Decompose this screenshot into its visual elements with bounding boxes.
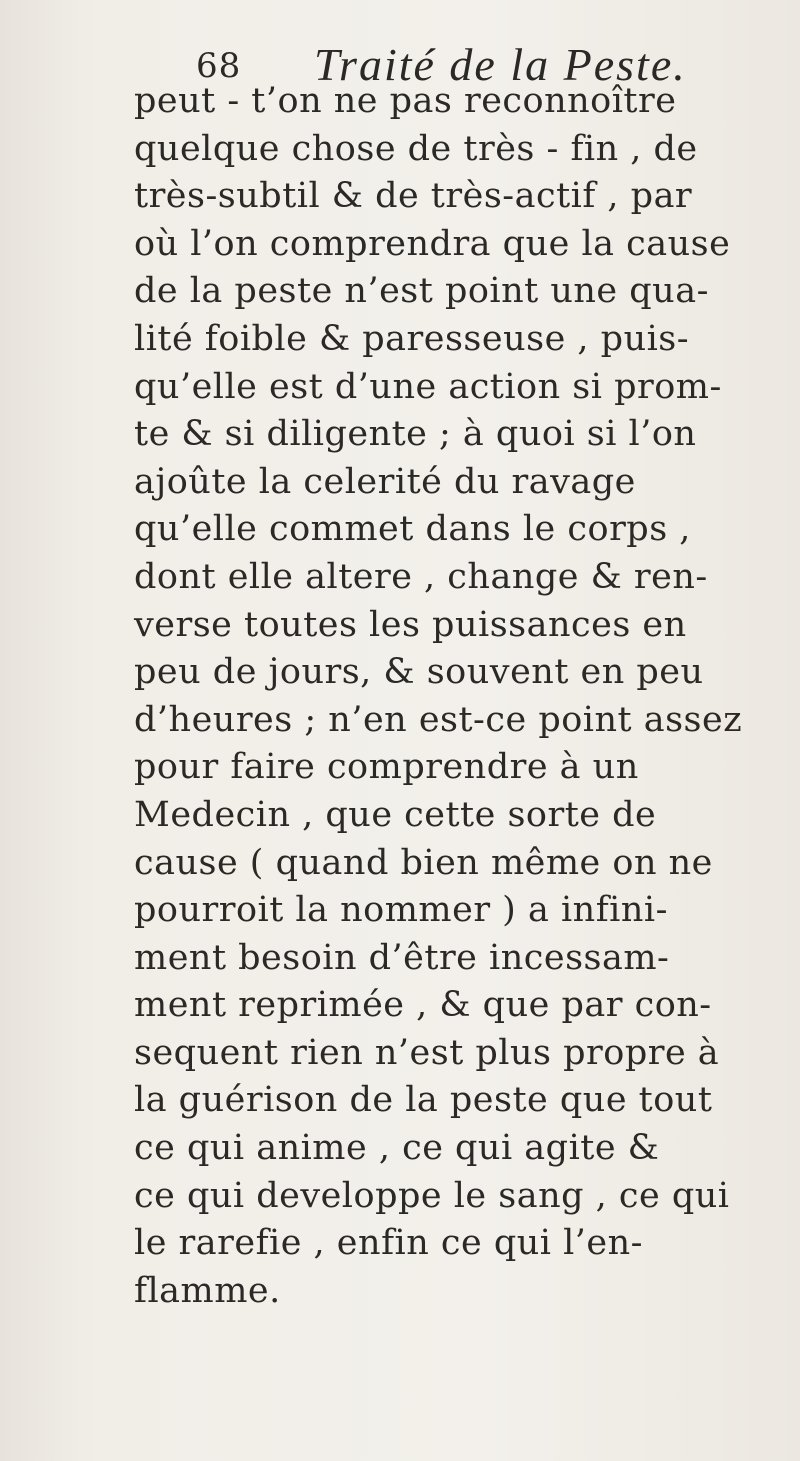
text-line: très-subtil & de très-actif , par — [134, 176, 693, 217]
text-line: la guérison de la peste que tout — [134, 1080, 713, 1121]
text-line: flamme. — [134, 1270, 281, 1311]
text-line: le rarefie , enfin ce qui l’en- — [134, 1223, 643, 1264]
text-line: cause ( quand bien même on ne — [134, 842, 713, 883]
text-line: qu’elle commet dans le corps , — [134, 509, 691, 550]
page-number: 68 — [196, 46, 242, 86]
text-line: ce qui anime , ce qui agite & — [134, 1128, 660, 1169]
text-line: pour faire comprendre à un — [134, 747, 639, 788]
text-line: qu’elle est d’une action si prom- — [134, 366, 722, 407]
text-line: où l’on comprendra que la cause — [134, 223, 731, 264]
text-line: te & si diligente ; à quoi si l’on — [134, 414, 697, 455]
text-line: d’heures ; n’en est-ce point assez — [134, 699, 743, 740]
text-line: Medecin , que cette sorte de — [134, 794, 657, 835]
running-title: Traité de la Peste. — [314, 39, 687, 90]
text-line: peu de jours, & souvent en peu — [134, 652, 704, 693]
text-line: ment reprimée , & que par con- — [134, 985, 712, 1026]
text-line: sequent rien n’est plus propre à — [134, 1032, 720, 1073]
text-line: lité foible & paresseuse , puis- — [134, 318, 690, 359]
text-line: ce qui developpe le sang , ce qui — [134, 1175, 730, 1216]
body-text — [134, 78, 774, 1315]
text-line: de la peste n’est point une qua- — [134, 271, 709, 312]
text-line: verse toutes les puissances en — [134, 604, 687, 645]
text-line: dont elle altere , change & ren- — [134, 556, 708, 597]
text-line: pourroit la nommer ) a infini- — [134, 890, 668, 931]
text-line: peut - t’on ne pas reconnoître — [134, 81, 677, 121]
text-line: ment besoin d’être incessam- — [134, 937, 670, 978]
text-line: quelque chose de très - fin , de — [134, 128, 698, 169]
text-line: ajoûte la celerité du ravage — [134, 461, 636, 502]
